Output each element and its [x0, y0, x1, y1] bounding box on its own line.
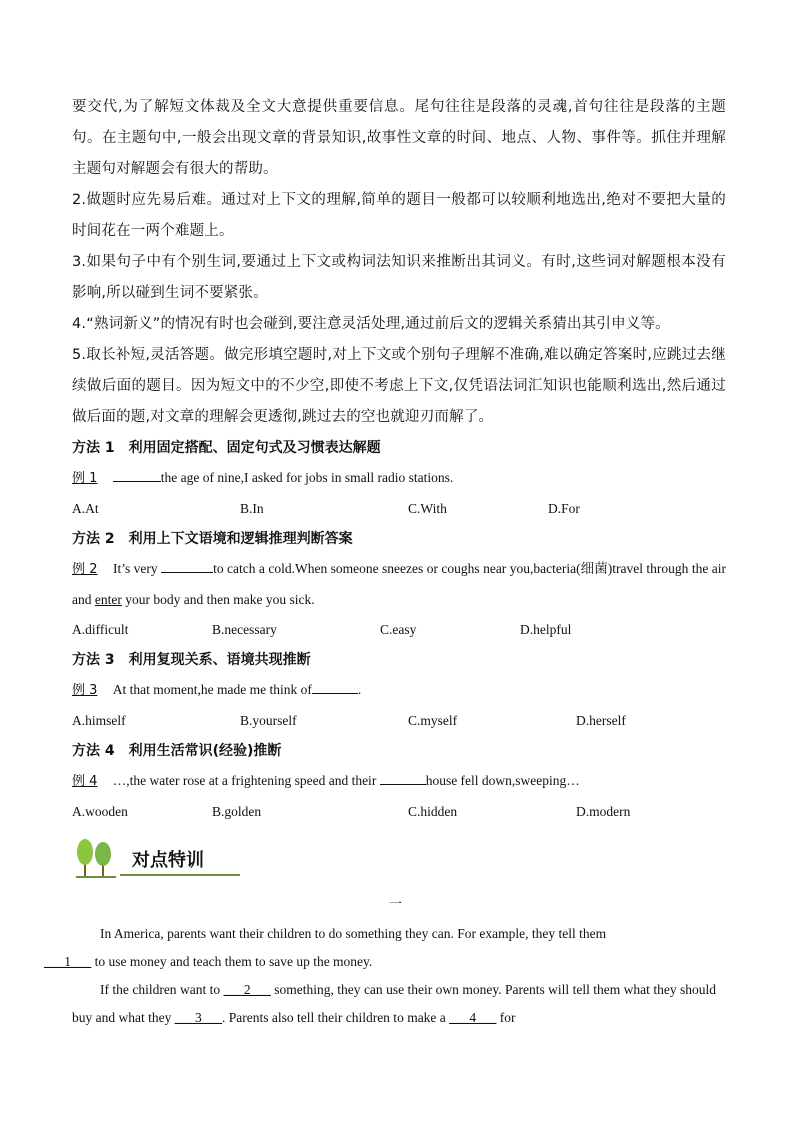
method-3-title — [72, 645, 726, 675]
option-d: D.helpful — [520, 622, 572, 637]
underlined-word: enter — [94, 592, 122, 607]
passage-paragraph-1 — [44, 920, 716, 976]
cloze-gap-1: ___1___ — [44, 954, 92, 969]
passage-text: In America, parents want their children to do something they can. For example, they tell them — [100, 926, 607, 941]
example-4 — [72, 766, 726, 797]
example-tag: 例 3 — [72, 683, 98, 698]
example-1-options — [72, 494, 726, 524]
example-4-options — [72, 797, 726, 827]
option-c: C.With — [408, 501, 447, 516]
tree-icon — [72, 836, 124, 880]
answer-blank — [380, 770, 426, 785]
intro-paragraph-2: 2.做题时应先易后难。通过对上下文的理解,简单的题目一般都可以较顺利地选出,绝对不要把大量的时间花在一两个难题上。 — [72, 192, 726, 239]
example-text-end: your body and then make you sick. — [125, 592, 315, 607]
method-heading: 利用上下文语境和逻辑推理判断答案 — [128, 531, 353, 547]
example-3-options — [72, 706, 726, 736]
option-d: D.herself — [576, 713, 626, 728]
method-heading: 利用复现关系、语境共现推断 — [128, 652, 311, 668]
option-b: B.golden — [212, 804, 262, 819]
option-a: A.At — [72, 501, 99, 516]
example-text: to catch a cold.When someone sneezes or coughs near you,bacteria(细菌)travel through the air and — [72, 561, 727, 607]
passage-text: for — [496, 1010, 516, 1025]
example-text-end: house fell down,sweeping… — [425, 773, 580, 788]
example-text-start: At that moment,he made me think of — [112, 682, 312, 697]
method-4-title — [72, 736, 726, 766]
passage-paragraph-2 — [72, 976, 716, 1032]
method-number: 方法 2 — [72, 531, 115, 547]
method-2-title — [72, 524, 726, 554]
example-tag: 例 4 — [72, 774, 98, 789]
cloze-gap-2: ___2___ — [223, 982, 271, 997]
option-a: A.difficult — [72, 622, 129, 637]
intro-paragraph-5: 5.取长补短,灵活答题。做完形填空题时,对上下文或个别句子理解不准确,难以确定答案时,应跳过去继续做后面的题目。因为短文中的不少空,即使不考虑上下文,仅凭语法词汇知识也能顺利选出,然后通过做后面的题,对文章的理解会更透彻,跳过去的空也就迎刃而解了。 — [72, 347, 726, 425]
intro-paragraph-1: 要交代,为了解短文体裁及全文大意提供重要信息。尾句往往是段落的灵魂,首句往往是段落的主题句。在主题句中,一般会出现文章的背景知识,故事性文章的时间、地点、人物、事件等。抓住并理解主题句对解题会有很大的帮助。 — [72, 99, 726, 177]
method-number: 方法 3 — [72, 652, 115, 668]
method-number: 方法 4 — [72, 743, 115, 759]
example-text-end: . — [357, 682, 362, 697]
option-c: C.easy — [380, 622, 417, 637]
method-heading: 利用固定搭配、固定句式及习惯表达解题 — [128, 440, 381, 456]
cloze-gap-4: ___4___ — [449, 1010, 497, 1025]
option-a: A.himself — [72, 713, 126, 728]
example-1 — [72, 463, 726, 494]
cloze-passage — [44, 920, 716, 1032]
intro-paragraph-4: 4.“熟词新义”的情况有时也会碰到,要注意灵活处理,通过前后文的逻辑关系猜出其引申义等。 — [72, 316, 670, 332]
option-d: D.For — [548, 501, 580, 516]
banner-title: 对点特训 — [132, 850, 204, 871]
example-tag: 例 1 — [72, 471, 98, 486]
example-3 — [72, 675, 726, 706]
passage-text: If the children want to — [100, 982, 224, 997]
method-1-title — [72, 433, 726, 463]
example-text: the age of nine,I asked for jobs in small radio stations. — [160, 470, 454, 485]
cloze-gap-3: ___3___ — [174, 1010, 222, 1025]
answer-blank — [113, 467, 161, 482]
option-b: B.yourself — [240, 713, 297, 728]
passage-text: to use money and teach them to save up the money. — [91, 954, 373, 969]
option-d: D.modern — [576, 804, 631, 819]
option-c: C.hidden — [408, 804, 458, 819]
example-text-start: It’s very — [112, 561, 158, 576]
example-text-start: …,the water rose at a frightening speed and their — [112, 773, 377, 788]
document-body — [72, 92, 726, 827]
example-2 — [72, 554, 726, 615]
option-b: B.necessary — [212, 622, 277, 637]
example-2-options — [72, 615, 726, 645]
example-tag: 例 2 — [72, 562, 98, 577]
method-heading: 利用生活常识(经验)推断 — [128, 743, 282, 759]
answer-blank — [161, 558, 213, 573]
intro-paragraph-3: 3.如果句子中有个别生词,要通过上下文或构词法知识来推断出其词义。有时,这些词对解题根本没有影响,所以碰到生词不要紧张。 — [72, 254, 726, 301]
option-b: B.In — [240, 501, 264, 516]
method-number: 方法 1 — [72, 440, 115, 456]
section-mark: 一 — [389, 897, 403, 912]
banner-underline — [120, 874, 240, 876]
passage-text: something, they can use their own money. Parents will tell them what they should buy and what they — [72, 982, 716, 1025]
section-banner — [72, 836, 252, 880]
answer-blank — [312, 679, 358, 694]
option-c: C.myself — [408, 713, 458, 728]
option-a: A.wooden — [72, 804, 128, 819]
passage-text: . Parents also tell their children to make a — [221, 1010, 450, 1025]
